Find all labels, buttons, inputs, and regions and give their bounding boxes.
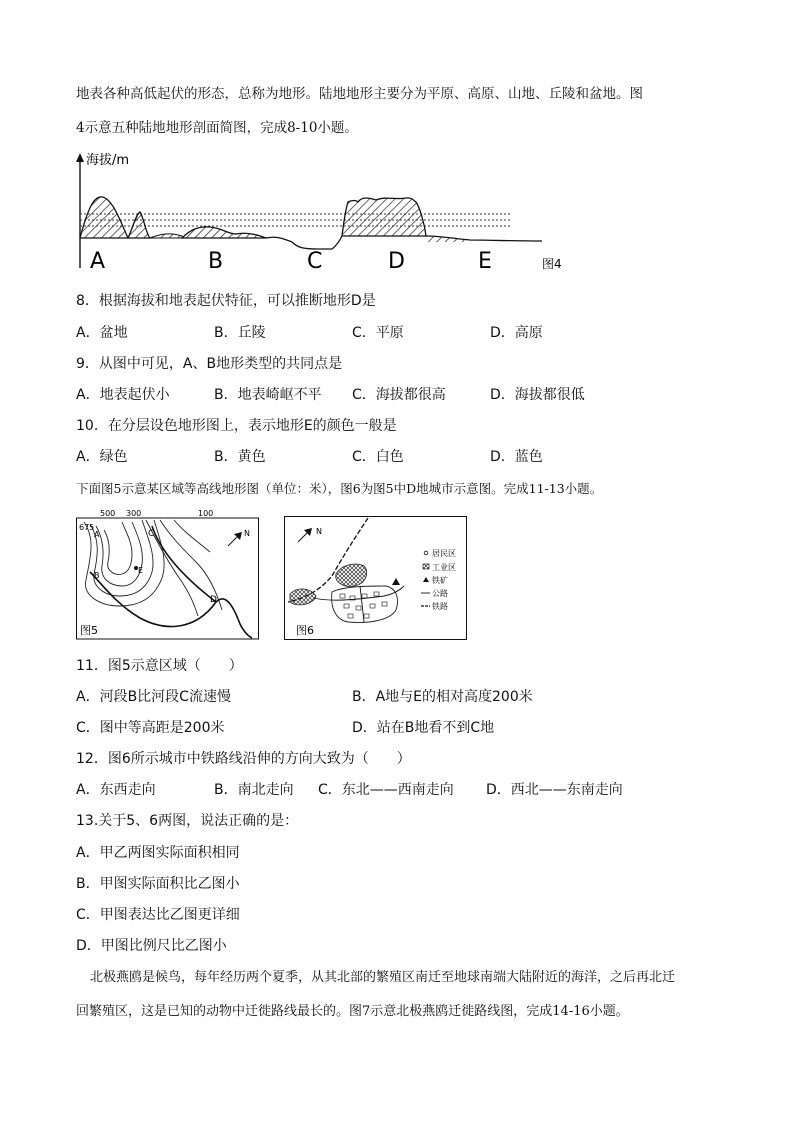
figure-4-profile [70,150,570,275]
q11-stem: 11．图5示意区域（ ） [76,658,243,674]
legend-highway: 公路 [432,589,448,598]
q12-stem: 12．图6所示城市中铁路线沿伸的方向大致为（ ） [76,751,411,767]
figure-4-caption: 图4 [542,257,562,271]
figure-6-caption: 图6 [296,624,314,637]
label-e: E [478,249,492,274]
q11-options-row2 [76,717,494,737]
legend-residential: 居民区 [432,549,456,558]
q13-stem: 13.关于5、6两图，说法正确的是： [76,813,299,829]
q8-stem: 8．根据海拔和地表起伏特征，可以推断地形D是 [76,293,376,309]
q9-stem: 9．从图中可见，A、B地形类型的共同点是 [76,356,343,372]
q11-option-c[interactable]: C．图中等高距是200米 [76,720,225,736]
intro-line-2: 4示意五种陆地地形剖面简图，完成8-10小题。 [76,120,358,136]
point-a: A [94,530,100,539]
legend-iron-mine: 铁矿 [432,576,448,585]
q10-stem: 10．在分层设色地形图上，表示地形E的颜色一般是 [76,418,397,434]
q8-option-a[interactable]: A．盆地 [76,325,128,341]
label-a: A [90,249,106,274]
figure-5-contour-map [76,510,260,640]
point-e: E [138,566,144,575]
intro-fig7-line-1: 北极燕鸥是候鸟，每年经历两个夏季，从其北部的繁殖区南迁至地球南端大陆附近的海洋，之后再北迁 [90,970,676,985]
q12-option-c[interactable]: C．东北——西南走向 [318,782,454,798]
q9-option-d[interactable]: D．海拔都很低 [490,387,585,403]
point-c: C [148,529,155,539]
elevation-675: 675 [79,523,95,532]
q8-option-b[interactable]: B．丘陵 [214,325,266,341]
q12-option-a[interactable]: A．东西走向 [76,782,156,798]
label-b: B [208,249,224,274]
intro-fig5-6: 下面图5示意某区域等高线地形图（单位：米），图6为图5中D地城市示意图。完成11-13小题。 [76,481,603,496]
label-c: C [307,249,323,274]
q9-option-a[interactable]: A．地表起伏小 [76,387,170,403]
q11-option-b[interactable]: B．A地与E的相对高度200米 [352,689,533,705]
q13-option-c[interactable]: C．甲图表达比乙图更详细 [76,907,240,923]
axis-label: 海拔/m [86,153,130,168]
intro-line-1: 地表各种高低起伏的形态，总称为地形。陆地地形主要分为平原、高原、山地、丘陵和盆地。图 [76,86,643,102]
contour-label-300: 300 [126,509,142,518]
q11-options-row1 [76,686,533,706]
q8-option-c[interactable]: C．平原 [352,325,404,341]
north-label-6: N [316,527,322,536]
q12-options [76,779,623,799]
q10-option-d[interactable]: D．蓝色 [490,449,543,465]
q13-option-a[interactable]: A．甲乙两图实际面积相同 [76,845,240,861]
contour-label-100: 100 [198,509,214,518]
q13-option-d[interactable]: D．甲图比例尺比乙图小 [76,938,227,954]
q10-option-c[interactable]: C．白色 [352,449,404,465]
q10-option-b[interactable]: B．黄色 [214,449,266,465]
q11-option-d[interactable]: D．站在B地看不到C地 [352,720,495,736]
q10-option-a[interactable]: A．绿色 [76,449,128,465]
legend-railway: 铁路 [432,602,448,611]
q9-options [76,384,585,404]
point-d: D [210,595,217,605]
q9-option-c[interactable]: C．海拔都很高 [352,387,446,403]
q9-option-b[interactable]: B．地表崎岖不平 [214,387,322,403]
legend-industrial: 工业区 [432,563,456,572]
label-d: D [388,249,405,274]
intro-fig7-line-2: 回繁殖区，这是已知的动物中迁徙路线最长的。图7示意北极燕鸥迁徙路线图，完成14-16小题。 [76,1004,629,1019]
q8-options [76,322,543,342]
q10-options [76,446,543,466]
q12-option-d[interactable]: D．西北——东南走向 [486,782,623,798]
q8-option-d[interactable]: D．高原 [490,325,543,341]
q11-option-a[interactable]: A．河段B比河段C流速慢 [76,689,231,705]
contour-label-500: 500 [100,509,116,518]
figure-6-city-map [284,516,468,640]
point-b: B [94,571,100,580]
q13-option-b[interactable]: B．甲图实际面积比乙图小 [76,876,240,892]
q12-option-b[interactable]: B．南北走向 [214,782,294,798]
north-label: N [244,529,250,538]
figure-5-caption: 图5 [80,624,98,637]
